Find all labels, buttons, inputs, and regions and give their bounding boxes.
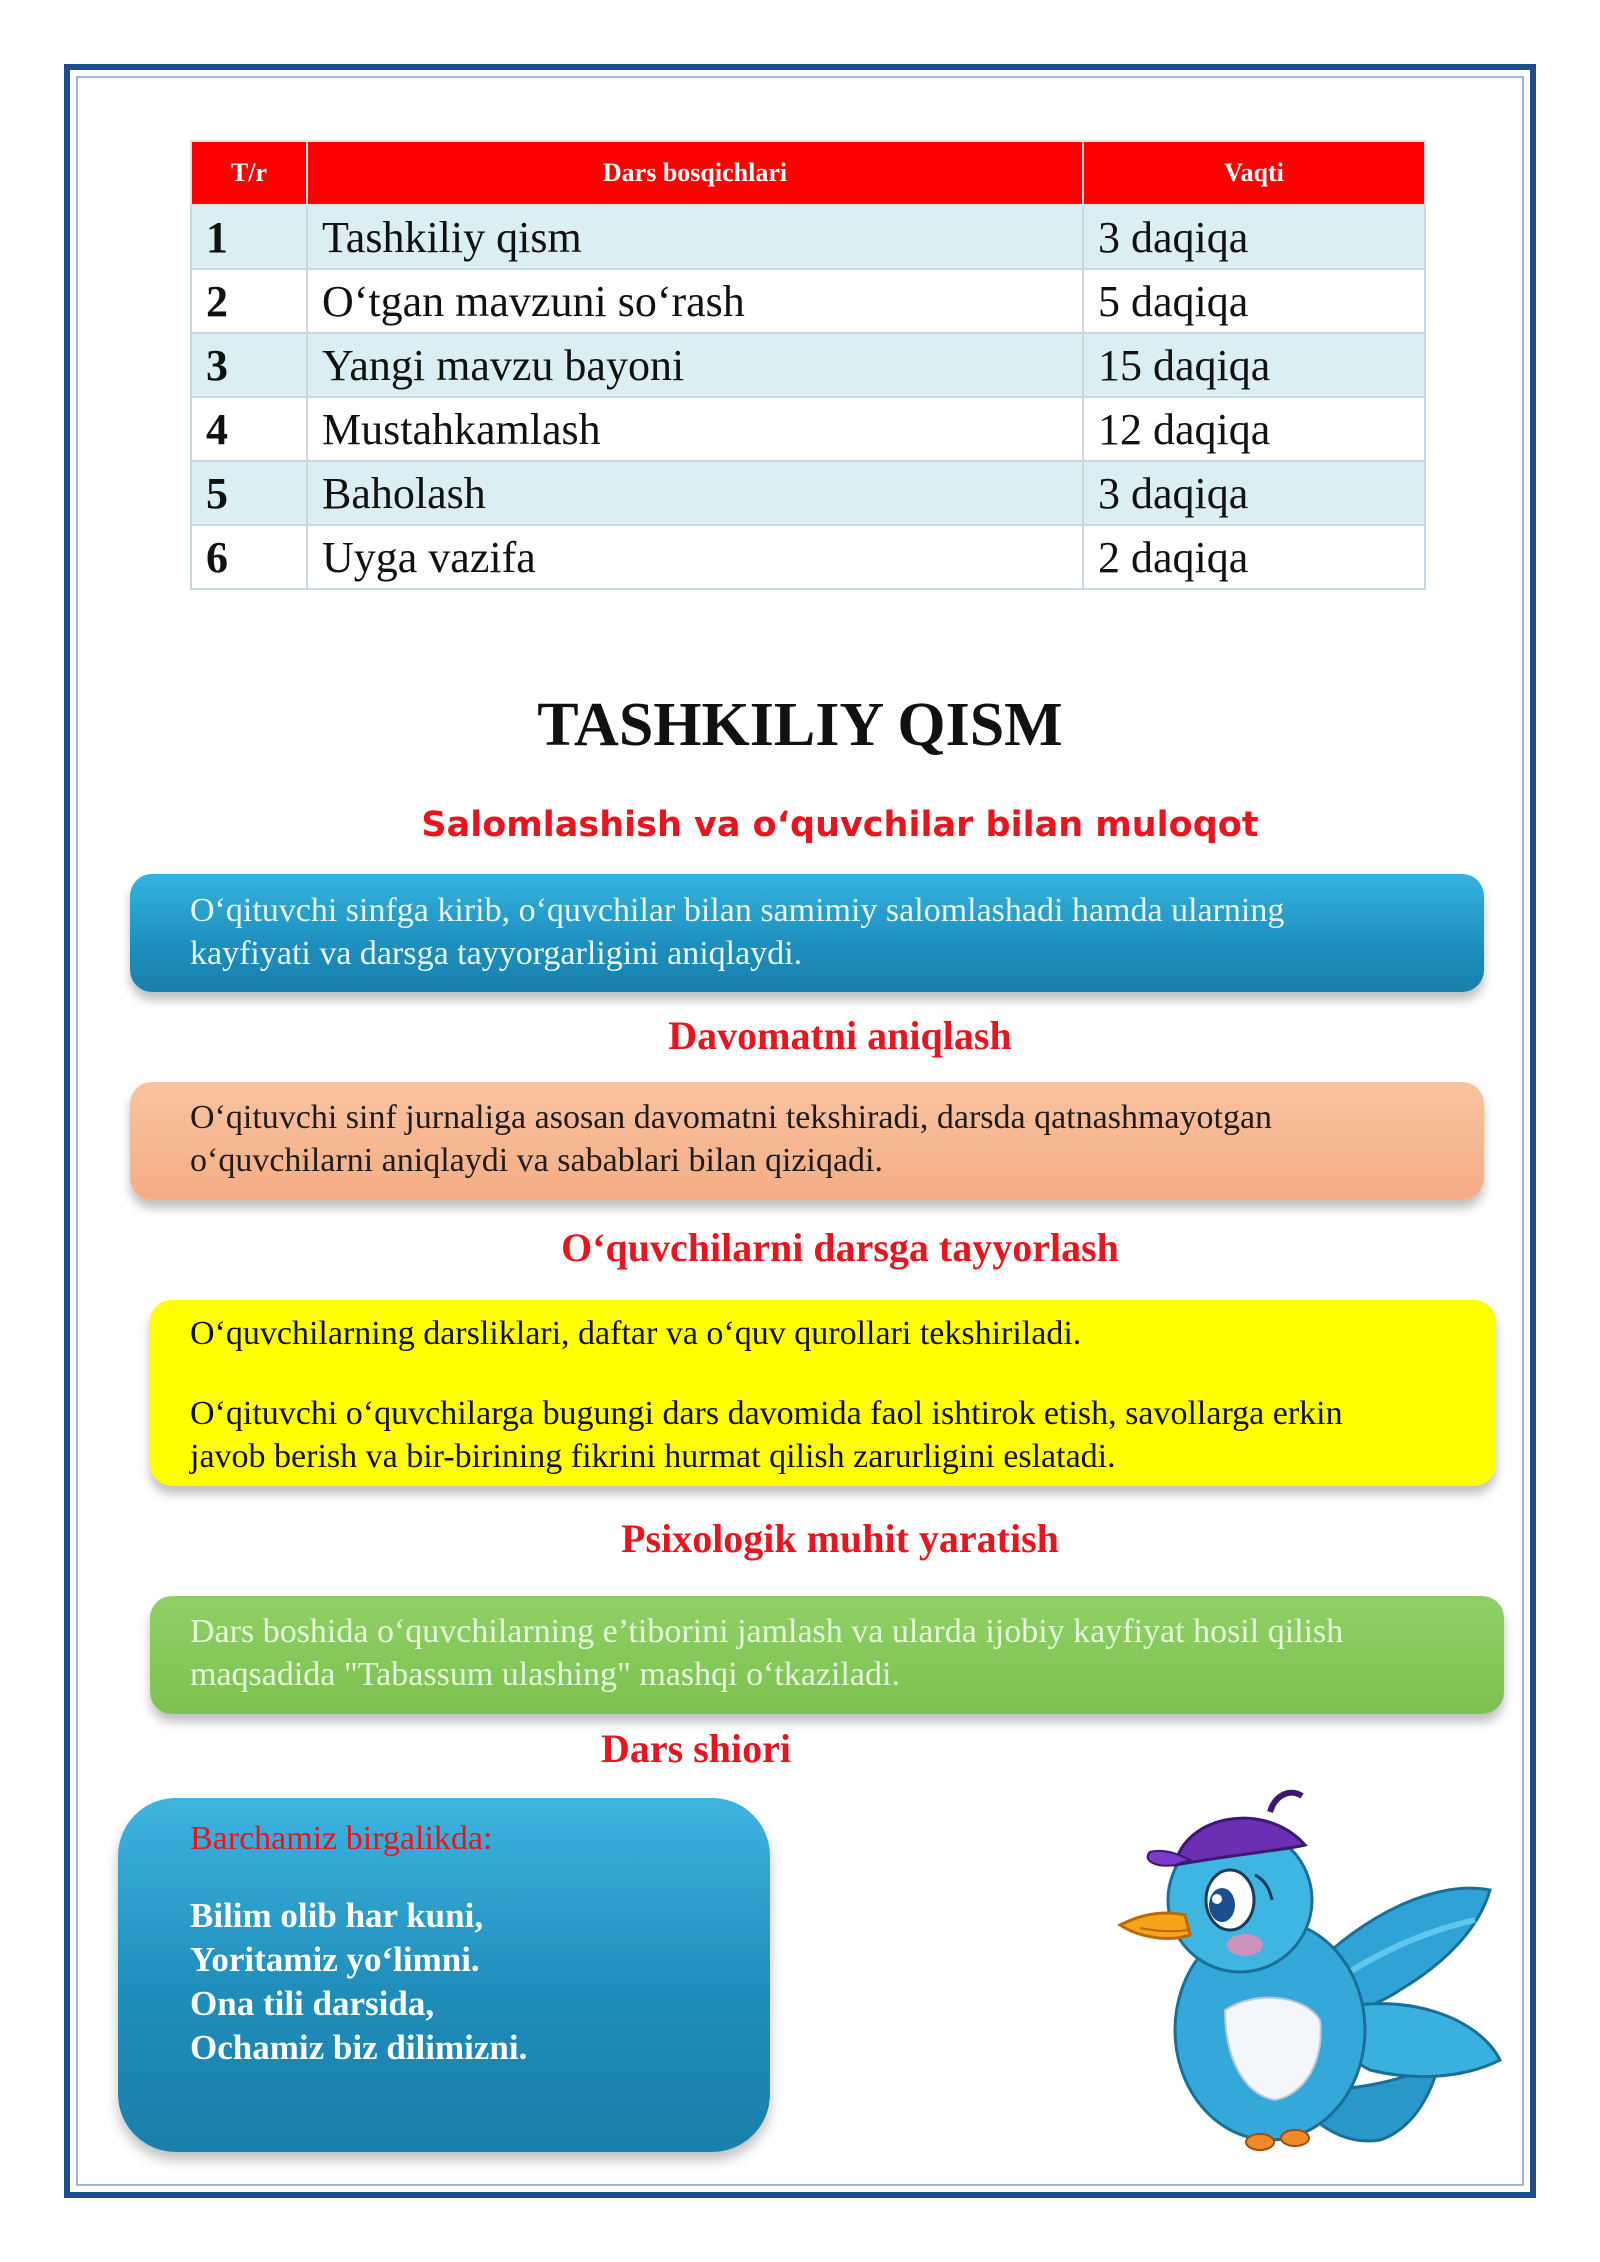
motto-lead: Barchamiz birgalikda: <box>190 1820 493 1857</box>
motto-box <box>118 1798 770 2152</box>
motto-line: Ona tili darsida, <box>190 1984 435 2023</box>
section-title: TASHKILIY QISM <box>537 691 1063 759</box>
row-number: 2 <box>191 269 307 333</box>
greeting-text-line: O‘qituvchi sinfga kirib, o‘quvchilar bilan samimiy salomlashadi hamda ularning <box>190 892 1285 929</box>
row-stage: O‘tgan mavzuni so‘rash <box>307 269 1083 333</box>
psychology-box <box>150 1596 1504 1714</box>
attendance-text-line: o‘quvchilarni aniqlaydi va sabablari bilan qiziqadi. <box>190 1142 883 1179</box>
row-stage: Tashkiliy qism <box>307 205 1083 269</box>
header-time: Vaqti <box>1083 141 1425 205</box>
preparation-heading: O‘quvchilarni darsga tayyorlash <box>561 1225 1119 1270</box>
row-number: 4 <box>191 397 307 461</box>
header-number: T/r <box>191 141 307 205</box>
preparation-text-line: O‘qituvchi o‘quvchilarga bugungi dars davomida faol ishtirok etish, savollarga erkin <box>190 1395 1343 1432</box>
table-header-row <box>191 141 1425 205</box>
row-number: 1 <box>191 205 307 269</box>
greeting-text-line: kayfiyati va darsga tayyorgarligini aniqlaydi. <box>190 935 803 972</box>
header-stage: Dars bosqichlari <box>307 141 1083 205</box>
table-row <box>191 269 1425 333</box>
attendance-box <box>130 1082 1484 1200</box>
table-row <box>191 205 1425 269</box>
row-stage: Baholash <box>307 461 1083 525</box>
row-time: 2 daqiqa <box>1083 525 1425 589</box>
row-time: 3 daqiqa <box>1083 205 1425 269</box>
psychology-text-line: Dars boshida o‘quvchilarning e’tiborini jamlash va ularda ijobiy kayfiyat hosil qilish <box>190 1613 1344 1650</box>
psychology-text-line: maqsadida "Tabassum ulashing" mashqi o‘tkaziladi. <box>190 1656 900 1693</box>
row-time: 3 daqiqa <box>1083 461 1425 525</box>
bird-illustration <box>1080 1760 1520 2180</box>
preparation-text-line: javob berish va bir-birining fikrini hurmat qilish zarurligini eslatadi. <box>190 1438 1116 1475</box>
table-row <box>191 461 1425 525</box>
greeting-heading: Salomlashish va o‘quvchilar bilan muloqot <box>421 805 1259 845</box>
row-stage: Mustahkamlash <box>307 397 1083 461</box>
attendance-heading: Davomatni aniqlash <box>668 1013 1012 1058</box>
motto-line: Bilim olib har kuni, <box>190 1896 484 1935</box>
row-time: 12 daqiqa <box>1083 397 1425 461</box>
row-number: 5 <box>191 461 307 525</box>
table-row <box>191 397 1425 461</box>
row-time: 15 daqiqa <box>1083 333 1425 397</box>
greeting-box <box>130 874 1484 992</box>
motto-line: Yoritamiz yo‘limni. <box>190 1940 480 1979</box>
row-stage: Yangi mavzu bayoni <box>307 333 1083 397</box>
row-number: 6 <box>191 525 307 589</box>
motto-line: Ochamiz biz dilimizni. <box>190 2028 528 2067</box>
motto-heading: Dars shiori <box>601 1726 791 1771</box>
row-number: 3 <box>191 333 307 397</box>
preparation-box <box>150 1300 1496 1486</box>
row-time: 5 daqiqa <box>1083 269 1425 333</box>
table-row <box>191 525 1425 589</box>
attendance-text-line: O‘qituvchi sinf jurnaliga asosan davomatni tekshiradi, darsda qatnashmayotgan <box>190 1099 1273 1136</box>
psychology-heading: Psixologik muhit yaratish <box>621 1516 1059 1561</box>
preparation-text-line: O‘quvchilarning darsliklari, daftar va o‘quv qurollari tekshiriladi. <box>190 1315 1082 1352</box>
lesson-stages-table <box>190 140 1426 590</box>
row-stage: Uyga vazifa <box>307 525 1083 589</box>
table-row <box>191 333 1425 397</box>
